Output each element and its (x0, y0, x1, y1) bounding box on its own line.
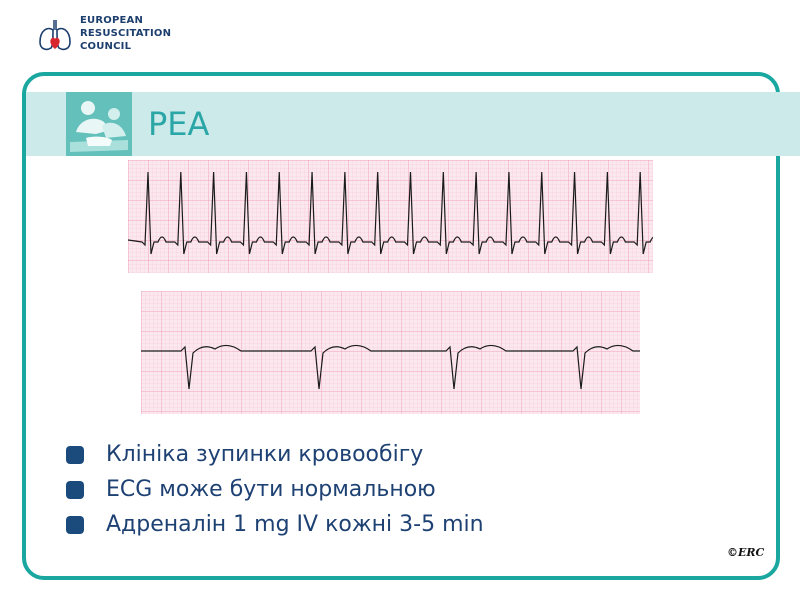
ecg-strip-narrow (128, 160, 653, 273)
bullet-text: Адреналін 1 mg IV кожні 3-5 min (106, 511, 484, 537)
slide-title: PEA (148, 105, 210, 143)
logo-line-2: RESUSCITATION (80, 28, 172, 39)
bullet-item (66, 437, 706, 472)
logo-line-3: COUNCIL (80, 41, 132, 52)
bullet-square-icon (66, 516, 84, 534)
erc-logo (38, 14, 198, 58)
bullet-item (66, 472, 706, 507)
logo-line-1: EUROPEAN (80, 15, 144, 26)
bullet-list (66, 437, 706, 542)
bullet-item (66, 507, 706, 542)
cpr-photo-icon (66, 92, 132, 156)
erc-logo-text (80, 14, 171, 53)
bullet-square-icon (66, 481, 84, 499)
ecg-strip-broad (141, 291, 640, 414)
title-band (26, 92, 800, 156)
lungs-heart-icon (38, 16, 72, 54)
bullet-text: Клініка зупинки кровообігу (106, 441, 424, 467)
copyright-notice: ©ERC (727, 546, 765, 559)
bullet-square-icon (66, 446, 84, 464)
bullet-text: ECG може бути нормальною (106, 476, 436, 502)
